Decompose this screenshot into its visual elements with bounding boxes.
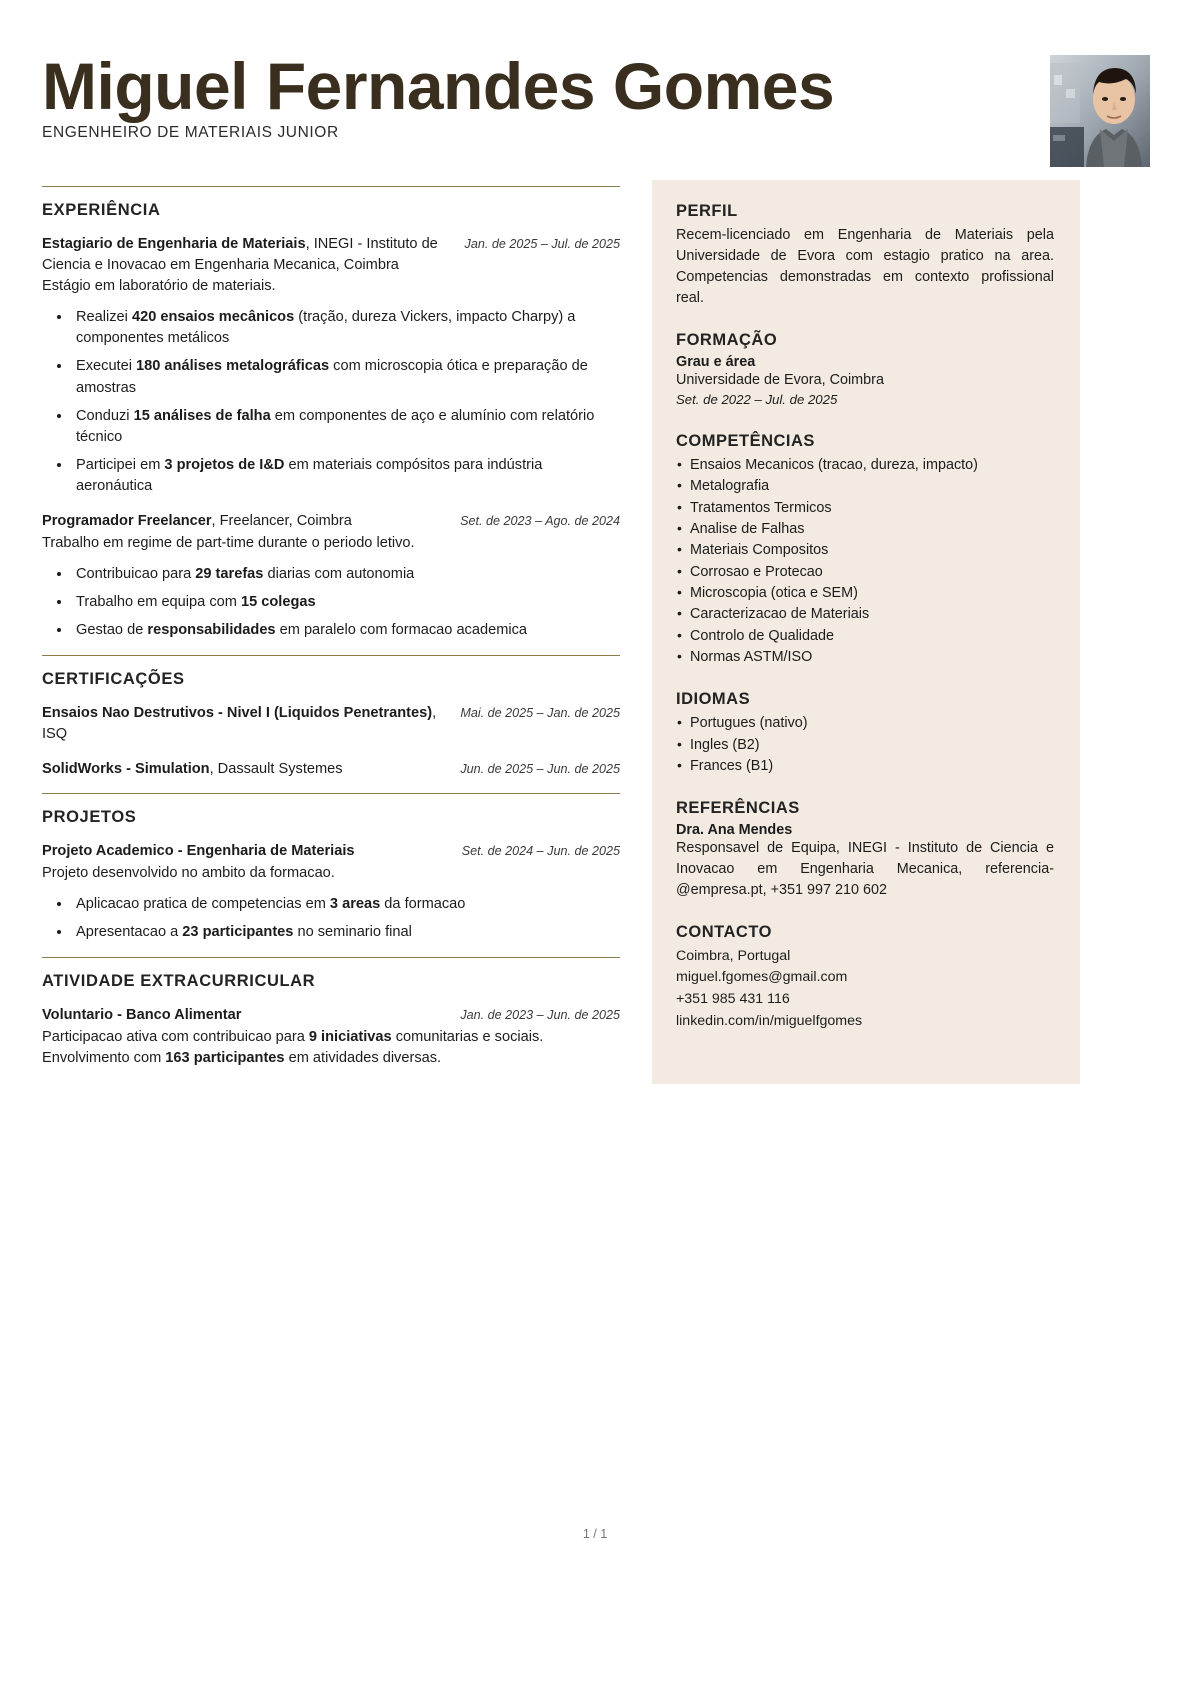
desc-post: comunitarias e sociais. Envolvimento com <box>42 1028 544 1066</box>
entry-bullet-list <box>42 894 620 943</box>
entry-heading <box>42 511 442 532</box>
contact-linkedin[interactable]: linkedin.com/in/miguelfgomes <box>676 1012 863 1029</box>
entry-date: Jun. de 2025 – Jun. de 2025 <box>460 761 620 776</box>
bullet-pre: Executei <box>76 358 137 375</box>
list-item <box>72 620 620 641</box>
entry-date: Mai. de 2025 – Jan. de 2025 <box>460 706 620 721</box>
entry-role: Programador Freelancer <box>42 513 212 530</box>
education-degree: Grau e área <box>676 353 756 370</box>
bullet-strong: 29 tarefas <box>195 565 264 582</box>
sidebar-section-skills <box>676 432 1054 668</box>
bullet-pre: Trabalho em equipa com <box>76 594 241 610</box>
bullet-pre: Gestao de <box>76 622 148 639</box>
entry-description: Trabalho em regime de part-time durante o periodo letivo. <box>42 535 415 552</box>
entry-company: , Freelancer, Coimbra <box>211 513 352 530</box>
list-item: • Analise de Falhas <box>676 519 1054 540</box>
experience-entry <box>42 511 620 641</box>
section-certifications <box>42 655 620 779</box>
certification-entry <box>42 703 620 744</box>
entry-company: , ISQ <box>42 705 437 743</box>
bullet-pre: Participei em <box>76 457 165 474</box>
bullet-pre: Conduzi <box>76 407 134 424</box>
section-title-experience: EXPERIÊNCIA <box>42 201 161 219</box>
bullet-pre: Aplicacao pratica de competencias em <box>76 895 330 912</box>
desc-strong: 9 iniciativas <box>308 1028 392 1045</box>
bullet-post: em componentes de aço e alumínio com relatório técnico <box>76 407 595 445</box>
bullet-strong: responsabilidades <box>147 622 276 639</box>
list-item: • Ensaios Mecanicos (tracao, dureza, impacto) <box>676 455 1054 476</box>
entry-date: Set. de 2024 – Jun. de 2025 <box>461 844 620 859</box>
list-item <box>72 356 620 398</box>
sidebar-section-profile <box>676 202 1054 309</box>
entry-description: Projeto desenvolvido no ambito da formacao. <box>42 865 335 882</box>
languages-list <box>676 713 1054 777</box>
bullet-post: com microscopia ótica e preparação de amostras <box>76 358 588 396</box>
section-divider <box>42 655 620 656</box>
bullet-post: em materiais compósitos para indústria aeronáutica <box>76 457 543 495</box>
sidebar-title-references: REFERÊNCIAS <box>676 799 800 818</box>
list-item <box>72 922 620 943</box>
list-item: • Tratamentos Termicos <box>676 498 1054 519</box>
bullet-post: (tração, dureza Vickers, impacto Charpy) a componentes metálicos <box>76 309 576 347</box>
entry-description <box>42 1027 620 1068</box>
sidebar-title-skills: COMPETÊNCIAS <box>676 432 815 451</box>
bullet-strong: 3 areas <box>329 895 381 912</box>
section-extracurricular <box>42 957 620 1068</box>
list-item: • Caracterizacao de Materiais <box>676 604 1054 625</box>
bullet-pre: Apresentacao a <box>76 924 183 941</box>
sidebar-section-references <box>676 799 1054 901</box>
bullet-strong: 15 análises de falha <box>133 407 271 424</box>
entry-date: Jan. de 2025 – Jul. de 2025 <box>464 237 620 251</box>
sidebar-title-education: FORMAÇÃO <box>676 330 778 349</box>
list-item <box>72 894 620 915</box>
entry-date: Jan. de 2023 – Jun. de 2025 <box>460 1008 620 1023</box>
bullet-strong: 420 ensaios mecânicos <box>131 309 295 326</box>
list-item <box>72 455 620 497</box>
bullet-strong: 15 colegas <box>240 594 316 610</box>
entry-heading <box>42 759 442 780</box>
education-date: Set. de 2022 – Jul. de 2025 <box>676 392 838 408</box>
entry-role: Ensaios Nao Destrutivos - Nivel I (Liquidos Penetrantes) <box>42 705 433 722</box>
sidebar <box>652 180 1080 1084</box>
entry-role: Estagiario de Engenharia de Materiais <box>42 236 306 252</box>
project-entry <box>42 841 620 943</box>
entry-role: Projeto Academico - Engenharia de Materiais <box>42 843 355 860</box>
entry-heading <box>42 234 442 275</box>
job-title-subtitle: ENGENHEIRO DE MATERIAIS JUNIOR <box>42 124 339 142</box>
bullet-pre: Contribuicao para <box>76 565 196 582</box>
entry-company: , INEGI - Instituto de Ciencia e Inovacao em Engenharia Mecanica, Coimbra <box>42 236 438 273</box>
desc-pre: Participacao ativa com contribuicao para <box>42 1028 309 1045</box>
list-item: • Microscopia (otica e SEM) <box>676 583 1054 604</box>
section-divider <box>42 186 620 187</box>
certification-entry <box>42 759 620 780</box>
avatar <box>1050 55 1150 167</box>
education-institution: Universidade de Evora, Coimbra <box>676 371 884 388</box>
section-experience <box>42 186 620 641</box>
bullet-post: em paralelo com formacao academica <box>275 622 528 639</box>
section-title-projects: PROJETOS <box>42 808 137 827</box>
profile-text: Recem-licenciado em Engenharia de Materiais pela Universidade de Evora com estagio pratico na area. Competencias demonstradas em contexto profissional real. <box>676 227 1054 306</box>
list-item: • Normas ASTM/ISO <box>676 647 1054 668</box>
bullet-post: diarias com autonomia <box>263 565 415 582</box>
entry-heading <box>42 841 442 862</box>
entry-date: Set. de 2023 – Ago. de 2024 <box>460 514 620 529</box>
bullet-strong: 23 participantes <box>182 924 294 941</box>
list-item: • Portugues (nativo) <box>676 713 1054 734</box>
list-item <box>72 406 620 448</box>
sidebar-title-languages: IDIOMAS <box>676 690 751 709</box>
resume-body <box>0 180 1190 1084</box>
sidebar-section-contact <box>676 923 1054 1032</box>
experience-entry <box>42 234 620 497</box>
section-divider <box>42 957 620 958</box>
section-title-extracurricular: ATIVIDADE EXTRACURRICULAR <box>42 972 316 991</box>
entry-heading <box>42 1005 442 1026</box>
entry-description: Estágio em laboratório de materiais. <box>42 278 276 295</box>
entry-role: SolidWorks - Simulation <box>42 760 210 777</box>
entry-bullet-list <box>42 307 620 497</box>
entry-bullet-list <box>42 564 620 641</box>
list-item: • Materiais Compositos <box>676 540 1054 561</box>
contact-location: Coimbra, Portugal <box>676 947 791 964</box>
resume-header <box>0 0 1190 180</box>
section-projects <box>42 793 620 943</box>
reference-name: Dra. Ana Mendes <box>676 822 793 839</box>
list-item: • Controlo de Qualidade <box>676 626 1054 647</box>
section-divider <box>42 793 620 794</box>
bullet-strong: 3 projetos de I&D <box>164 457 285 474</box>
bullet-strong: 180 análises metalográficas <box>136 358 330 375</box>
list-item <box>72 564 620 585</box>
bullet-pre: Realizei <box>76 309 132 326</box>
list-item: • Frances (B1) <box>676 756 1054 777</box>
contact-email[interactable]: miguel.fgomes@gmail.com <box>676 969 848 986</box>
sidebar-title-contact: CONTACTO <box>676 922 772 941</box>
bullet-post: no seminario final <box>293 924 412 941</box>
list-item: • Corrosao e Protecao <box>676 562 1054 583</box>
sidebar-section-education <box>676 331 1054 411</box>
entry-role: Voluntario - Banco Alimentar <box>42 1007 242 1024</box>
list-item <box>72 307 620 349</box>
main-column <box>42 180 642 1082</box>
page-title: Miguel Fernandes Gomes <box>42 49 835 123</box>
sidebar-section-languages <box>676 690 1054 777</box>
skills-list <box>676 455 1054 668</box>
list-item: • Ingles (B2) <box>676 735 1054 756</box>
contact-phone[interactable]: +351 985 431 116 <box>676 991 790 1008</box>
entry-heading <box>42 703 442 744</box>
list-item: • Metalografia <box>676 476 1054 497</box>
reference-detail: Responsavel de Equipa, INEGI - Instituto de Ciencia e Inovacao em Engenharia Mecanica, referencia-@empresa.pt, +351 997 210 602 <box>676 840 1054 898</box>
portrait-photo-icon <box>1050 55 1150 167</box>
desc-post: em atividades diversas. <box>284 1049 442 1066</box>
bullet-post: da formacao <box>380 895 466 912</box>
extracurricular-entry <box>42 1005 620 1068</box>
section-title-certifications: CERTIFICAÇÕES <box>42 670 185 689</box>
page-number: 1 / 1 <box>582 1527 608 1541</box>
sidebar-title-profile: PERFIL <box>676 202 738 220</box>
list-item <box>72 592 620 613</box>
entry-company: , Dassault Systemes <box>209 760 343 777</box>
desc-strong: 163 participantes <box>165 1049 285 1066</box>
